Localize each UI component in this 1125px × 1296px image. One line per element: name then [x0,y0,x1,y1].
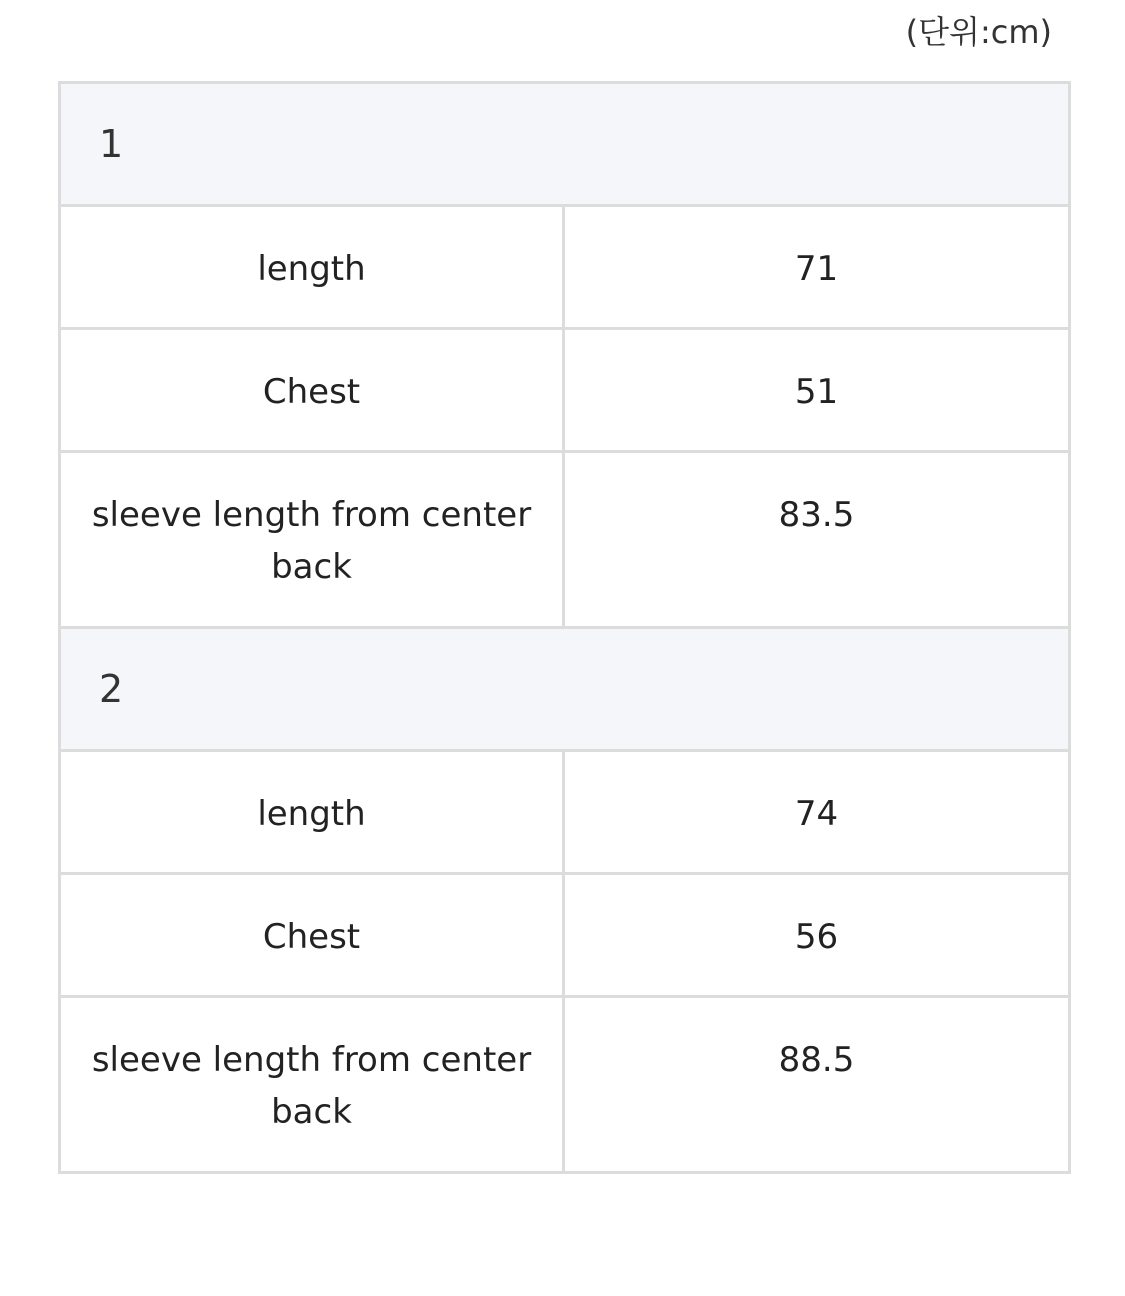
size-group-header [60,83,1070,206]
measurement-value: 83.5 [564,452,1070,628]
unit-label: (단위:cm) [905,13,1052,51]
measurement-value: 74 [564,751,1070,874]
size-group-title: 1 [60,83,1070,206]
size-group-header [60,628,1070,751]
measurement-label: Chest [60,329,564,452]
size-group-title: 2 [60,628,1070,751]
measurement-value: 88.5 [564,997,1070,1173]
measurement-label: length [60,206,564,329]
measurement-value: 56 [564,874,1070,997]
measurement-label: length [60,751,564,874]
measurement-value: 71 [564,206,1070,329]
table-row [60,329,1070,452]
table-row [60,452,1070,628]
measurement-value: 51 [564,329,1070,452]
measurement-label: sleeve length from center back [60,452,564,628]
size-table [58,81,1071,1174]
table-row [60,751,1070,874]
table-row [60,874,1070,997]
measurement-label: Chest [60,874,564,997]
table-row [60,997,1070,1173]
measurement-label: sleeve length from center back [60,997,564,1173]
table-row [60,206,1070,329]
